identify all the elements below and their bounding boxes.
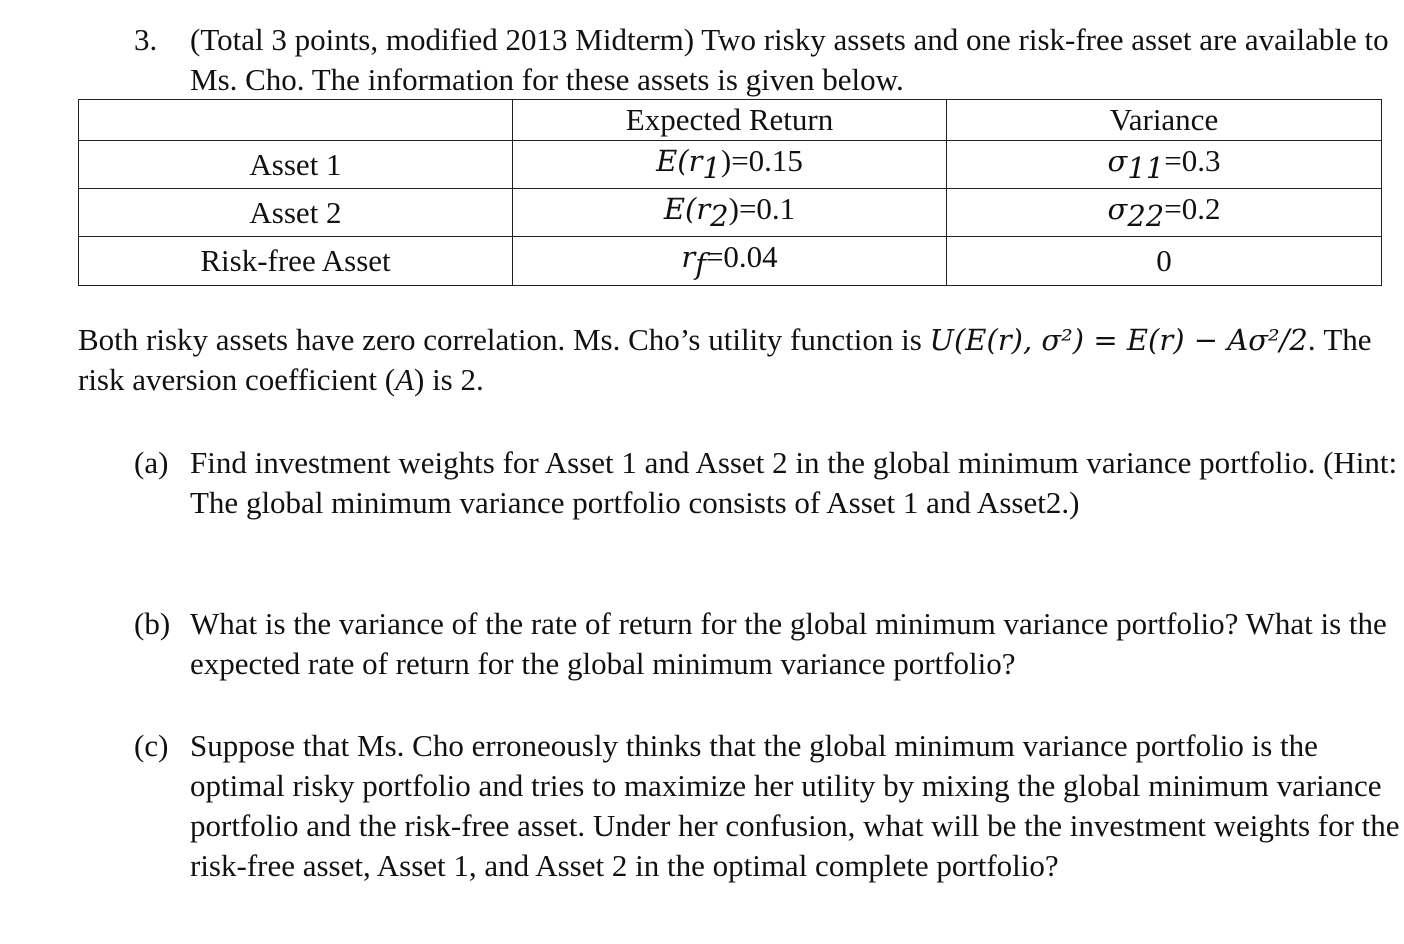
table-header-row [79,100,1382,141]
header-blank [79,100,513,141]
question-number: 3. [134,22,158,57]
question-intro: (Total 3 points, modified 2013 Midterm) Two risky assets and one risk-free asset are available to Ms. Cho. The information for these assets is given below. [190,22,1389,97]
asset-name: Asset 2 [79,189,513,237]
asset-name: Asset 1 [79,141,513,189]
variance-cell: 0 [947,237,1382,285]
table-row [79,189,1382,237]
part-text: Suppose that Ms. Cho erroneously thinks that the global minimum variance portfolio is the optimal risky portfolio and tries to maximize her utility by mixing the global minimum variance portfolio and the risk-free asset. Under her confusion, what will be the investment weights for the risk-free asset, Asset 1, and Asset 2 in the optimal complete portfolio? [190,728,1400,883]
header-variance: Variance [947,100,1382,141]
part-text: Find investment weights for Asset 1 and Asset 2 in the global minimum variance portfolio. (Hint: The global minimum variance portfolio consists of Asset 1 and Asset2.) [190,445,1398,520]
utility-paragraph: Both risky assets have zero correlation. Ms. Cho’s utility function is U(E(r), σ²) = E(r) − Aσ²/2. The risk aversion coefficient (A) is 2. [78,322,1372,397]
table-row [79,141,1382,189]
table-row [79,237,1382,285]
expected-return-cell: $E(r_2)=0.1$ [513,189,947,237]
expected-return-cell: $E(r_1)=0.15$ [513,141,947,189]
variance-cell: $\sigma_{11}=0.3$ [947,141,1382,189]
utility-formula: U(E(r), σ²) = E(r) − Aσ²/2 [929,323,1308,357]
part-label: (b) [134,606,171,641]
asset-name: Risk-free Asset [79,237,513,285]
part-text: What is the variance of the rate of return for the global minimum variance portfolio? What is the expected rate of return for the global minimum variance portfolio? [190,606,1387,681]
part-label: (a) [134,445,169,480]
assets-table [78,99,1382,286]
part-label: (c) [134,728,169,763]
expected-return-cell: $r_f=0.04$ [513,237,947,285]
variance-cell: $\sigma_{22}=0.2$ [947,189,1382,237]
header-expected-return: Expected Return [513,100,947,141]
